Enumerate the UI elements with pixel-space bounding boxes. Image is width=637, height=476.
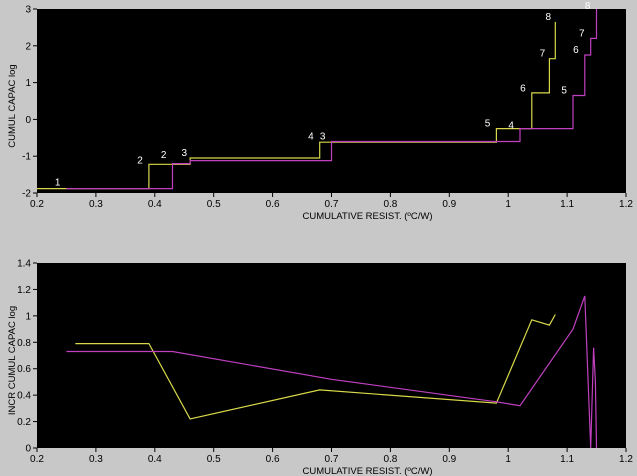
step-label: 8 xyxy=(584,0,591,12)
x-tick-label: 0.5 xyxy=(206,199,221,210)
y-tick-label: 3 xyxy=(25,4,31,16)
x-tick-label: 0.3 xyxy=(88,199,103,210)
x-axis-label: CUMULATIVE RESIST. (ºC/W) xyxy=(302,466,433,476)
y-tick-label: 0 xyxy=(25,114,31,126)
x-tick-label: 0.9 xyxy=(442,199,457,210)
x-tick-label: 0.4 xyxy=(147,454,162,465)
x-tick-label: 0.7 xyxy=(324,454,339,465)
x-tick-label: 0.6 xyxy=(265,199,280,210)
cumulative-capacitance-chart xyxy=(7,1,633,222)
x-tick-label: 0.3 xyxy=(88,454,103,465)
y-tick-label: 1.2 xyxy=(17,284,31,296)
step-label: 5 xyxy=(484,118,491,130)
step-label: 4 xyxy=(308,131,314,143)
y-tick-label: 1 xyxy=(25,78,31,90)
y-axis-label: INCR CUMUL CAPAC log xyxy=(7,305,18,416)
y-tick-label: -1 xyxy=(22,151,31,163)
x-tick-label: 0.8 xyxy=(383,199,398,210)
step-label: 6 xyxy=(573,45,579,56)
x-tick-label: 1.1 xyxy=(560,454,575,465)
x-tick-label: 0.2 xyxy=(30,454,44,465)
x-tick-label: 1.2 xyxy=(619,199,633,210)
y-tick-label: 0.2 xyxy=(17,417,31,429)
x-tick-label: 0.5 xyxy=(206,454,221,465)
incremental-capacitance-chart xyxy=(7,259,633,476)
step-label: 5 xyxy=(561,85,567,97)
x-tick-label: 0.7 xyxy=(324,199,339,210)
y-tick-label: 1.4 xyxy=(17,258,31,270)
x-tick-label: 1.2 xyxy=(619,454,633,465)
x-tick-label: 1 xyxy=(505,454,511,465)
y-tick-label: -2 xyxy=(22,188,31,200)
y-tick-label: 0 xyxy=(25,443,31,455)
step-label: 2 xyxy=(160,149,167,161)
step-label: 7 xyxy=(579,28,585,40)
step-label: 4 xyxy=(508,120,514,132)
y-axis-label: CUMUL CAPAC log xyxy=(7,64,18,148)
x-tick-label: 1.1 xyxy=(560,199,575,210)
x-tick-label: 0.9 xyxy=(442,454,457,465)
y-tick-label: 0.4 xyxy=(17,390,31,402)
plot-area xyxy=(37,9,626,193)
y-tick-label: 1 xyxy=(25,311,31,323)
y-tick-label: 0.8 xyxy=(17,337,31,349)
step-label: 1 xyxy=(54,177,61,189)
step-label: 2 xyxy=(137,155,143,167)
x-tick-label: 0.4 xyxy=(147,199,162,210)
step-label: 3 xyxy=(319,131,326,143)
x-tick-label: 0.8 xyxy=(383,454,398,465)
y-tick-label: 2 xyxy=(25,41,31,53)
plot-area xyxy=(37,263,626,448)
x-tick-label: 1 xyxy=(505,199,511,210)
step-label: 6 xyxy=(520,83,526,95)
step-label: 3 xyxy=(181,148,188,160)
step-label: 8 xyxy=(545,11,552,23)
step-label: 7 xyxy=(539,48,546,60)
x-tick-label: 0.2 xyxy=(30,199,44,210)
x-tick-label: 0.6 xyxy=(265,454,280,465)
x-axis-label: CUMULATIVE RESIST. (ºC/W) xyxy=(302,211,433,222)
y-tick-label: 0.6 xyxy=(17,364,31,376)
